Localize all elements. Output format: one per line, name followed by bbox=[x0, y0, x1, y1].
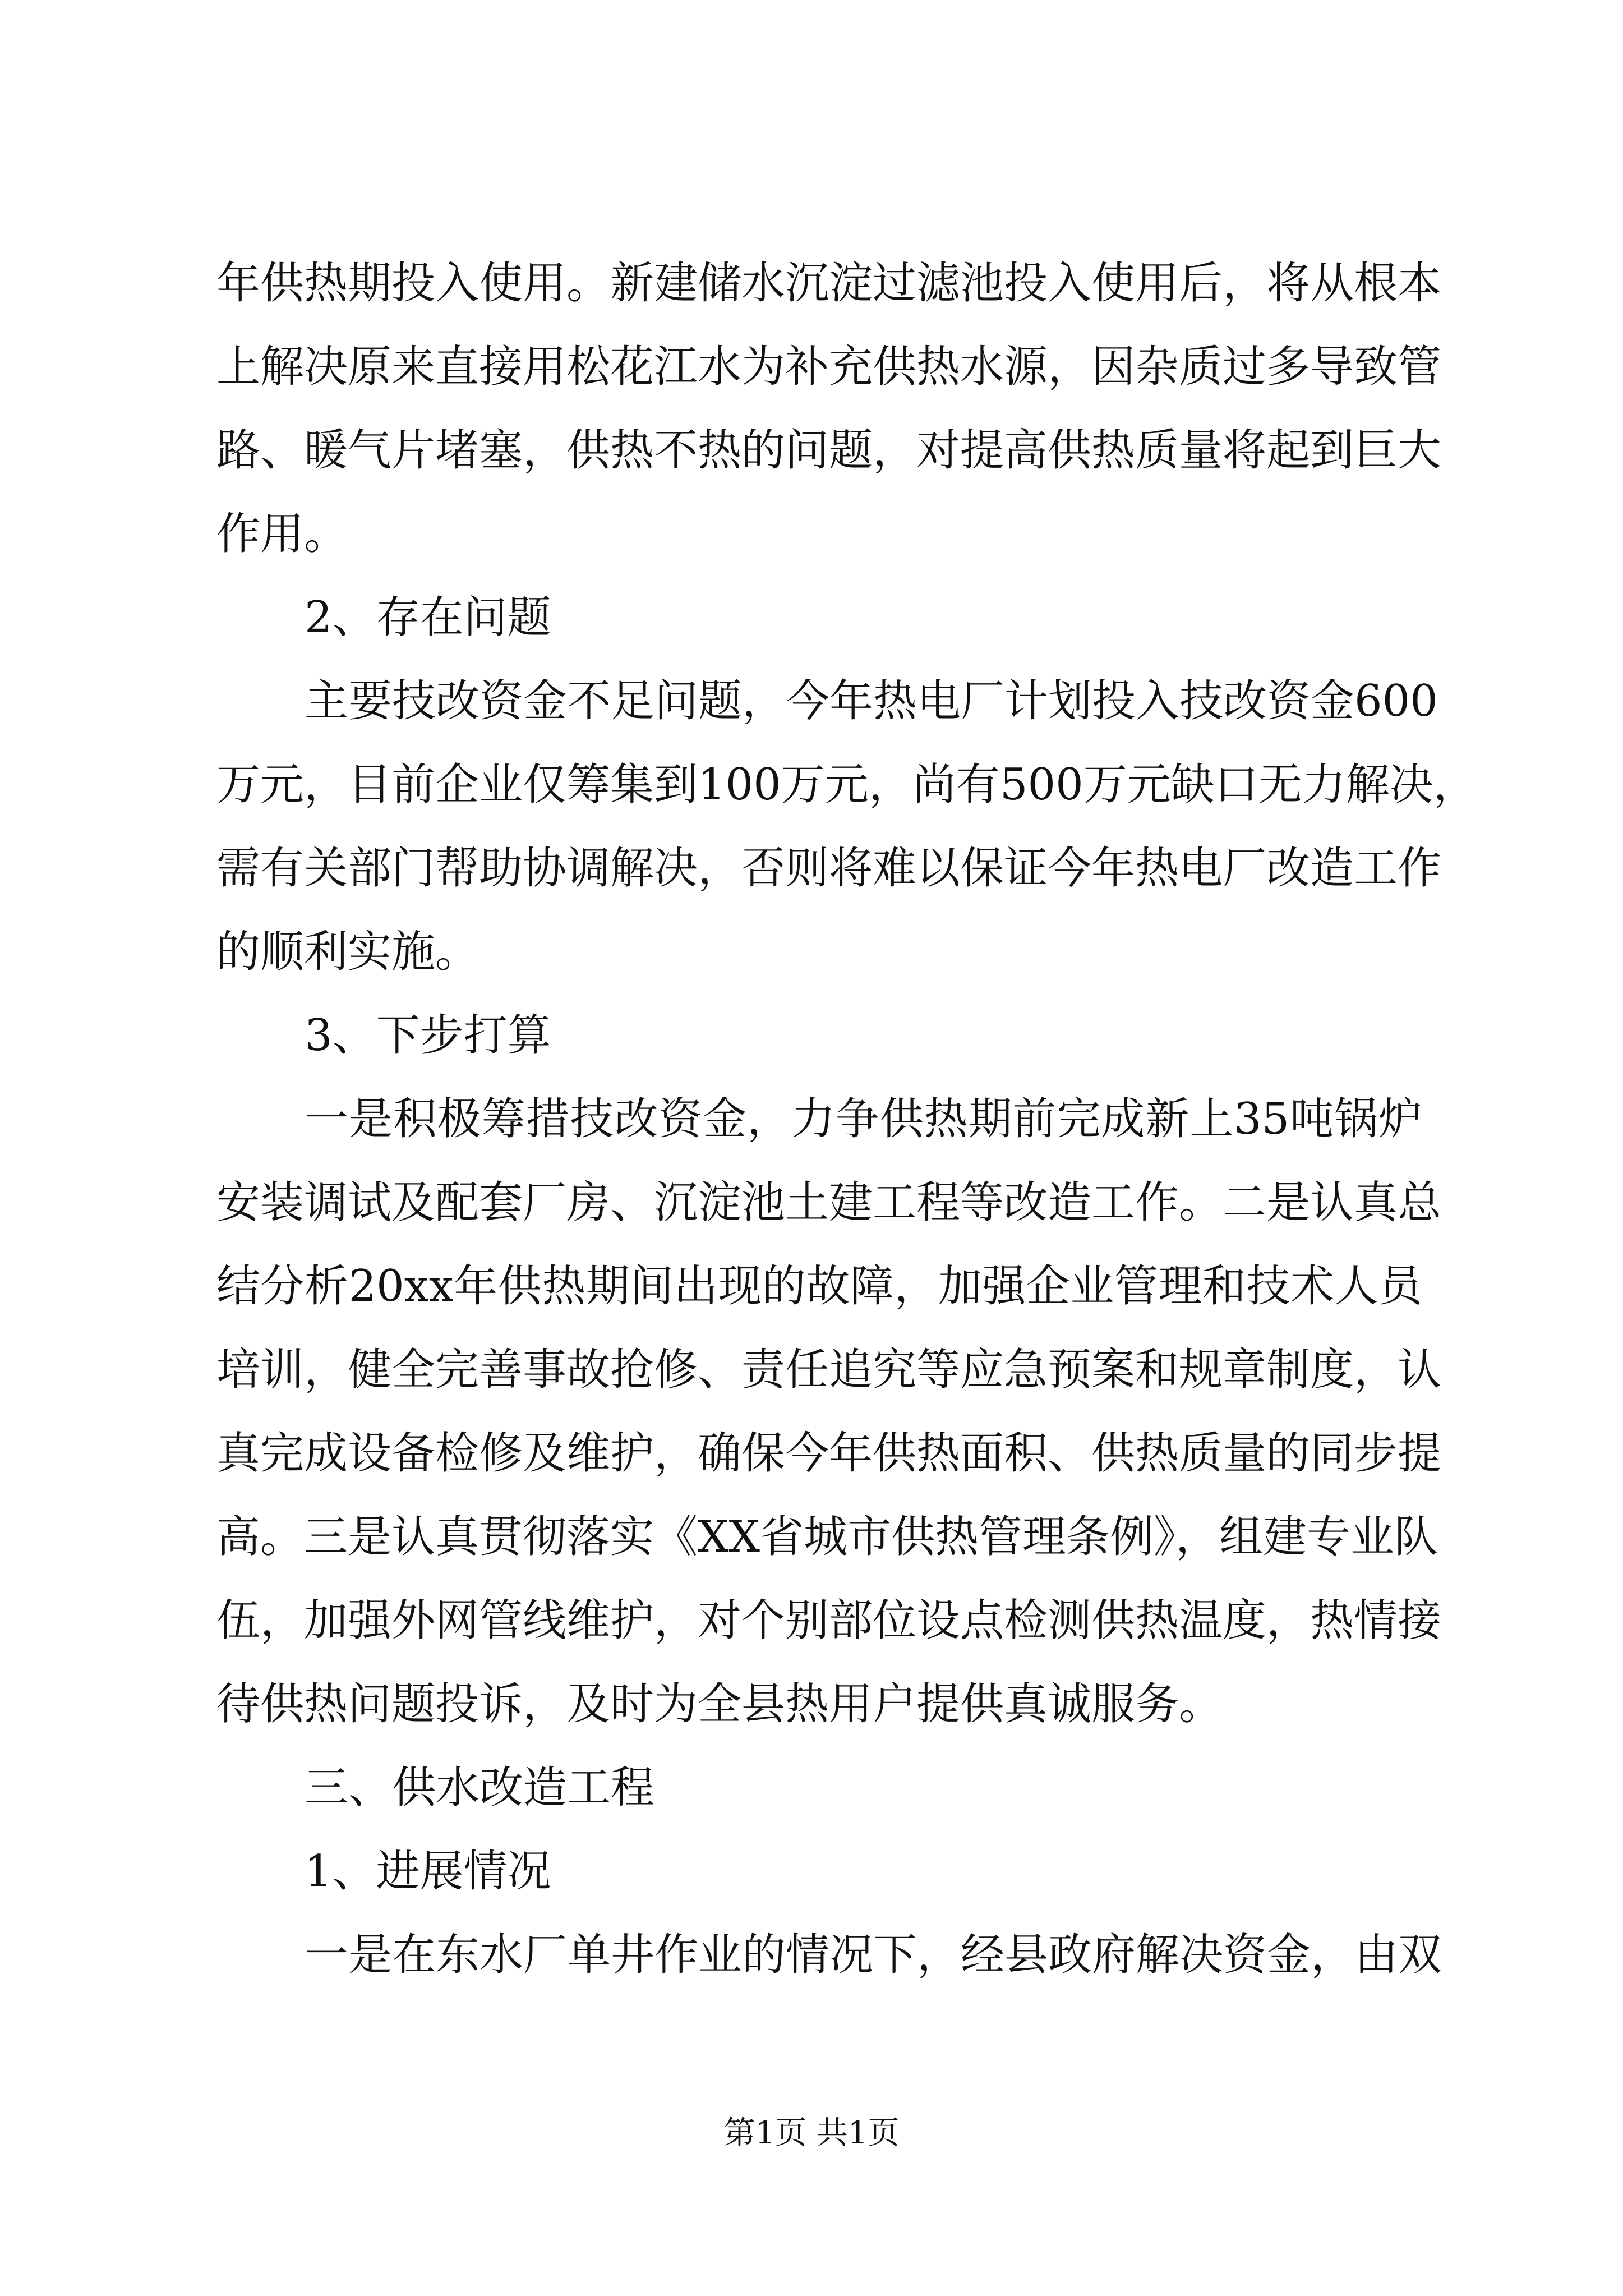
paragraph-line: 需有关部门帮助协调解决，否则将难以保证今年热电厂改造工作 bbox=[216, 843, 1442, 894]
paragraph-line: 的顺利实施。 bbox=[216, 927, 479, 977]
section-heading: 3、下步打算 bbox=[305, 1010, 551, 1061]
paragraph-line: 年供热期投入使用。新建储水沉淀过滤池投入使用后，将从根本 bbox=[216, 258, 1442, 309]
paragraph-line: 作用。 bbox=[216, 509, 348, 559]
paragraph-line: 路、暖气片堵塞，供热不热的问题，对提高供热质量将起到巨大 bbox=[216, 425, 1442, 476]
paragraph-line: 高。三是认真贯彻落实《XX省城市供热管理条例》，组建专业队 bbox=[216, 1512, 1438, 1562]
section-heading: 1、进展情况 bbox=[305, 1846, 551, 1897]
section-heading: 2、存在问题 bbox=[305, 592, 551, 643]
paragraph-line: 真完成设备检修及维护，确保今年供热面积、供热质量的同步提 bbox=[216, 1428, 1442, 1479]
paragraph-line: 安装调试及配套厂房、沉淀池土建工程等改造工作。二是认真总 bbox=[216, 1177, 1442, 1228]
paragraph-line: 万元，目前企业仅筹集到100万元，尚有500万元缺口无力解决， bbox=[216, 760, 1477, 810]
section-heading: 三、供水改造工程 bbox=[305, 1763, 655, 1813]
page-footer: 第1页 共1页 bbox=[723, 2115, 900, 2151]
paragraph-line: 培训，健全完善事故抢修、责任追究等应急预案和规章制度，认 bbox=[216, 1345, 1442, 1395]
paragraph-line: 待供热问题投诉，及时为全县热用户提供真诚服务。 bbox=[216, 1679, 1223, 1729]
paragraph-line: 主要技改资金不足问题，今年热电厂计划投入技改资金600 bbox=[305, 676, 1438, 726]
paragraph-line: 一是在东水厂单井作业的情况下，经县政府解决资金，由双 bbox=[305, 1930, 1442, 1980]
paragraph-line: 一是积极筹措技改资金，力争供热期前完成新上35吨锅炉 bbox=[305, 1094, 1422, 1144]
paragraph-line: 伍，加强外网管线维护，对个别部位设点检测供热温度，热情接 bbox=[216, 1595, 1442, 1646]
paragraph-line: 上解决原来直接用松花江水为补充供热水源，因杂质过多导致管 bbox=[216, 342, 1442, 392]
paragraph-line: 结分析20xx年供热期间出现的故障，加强企业管理和技术人员 bbox=[216, 1261, 1422, 1312]
